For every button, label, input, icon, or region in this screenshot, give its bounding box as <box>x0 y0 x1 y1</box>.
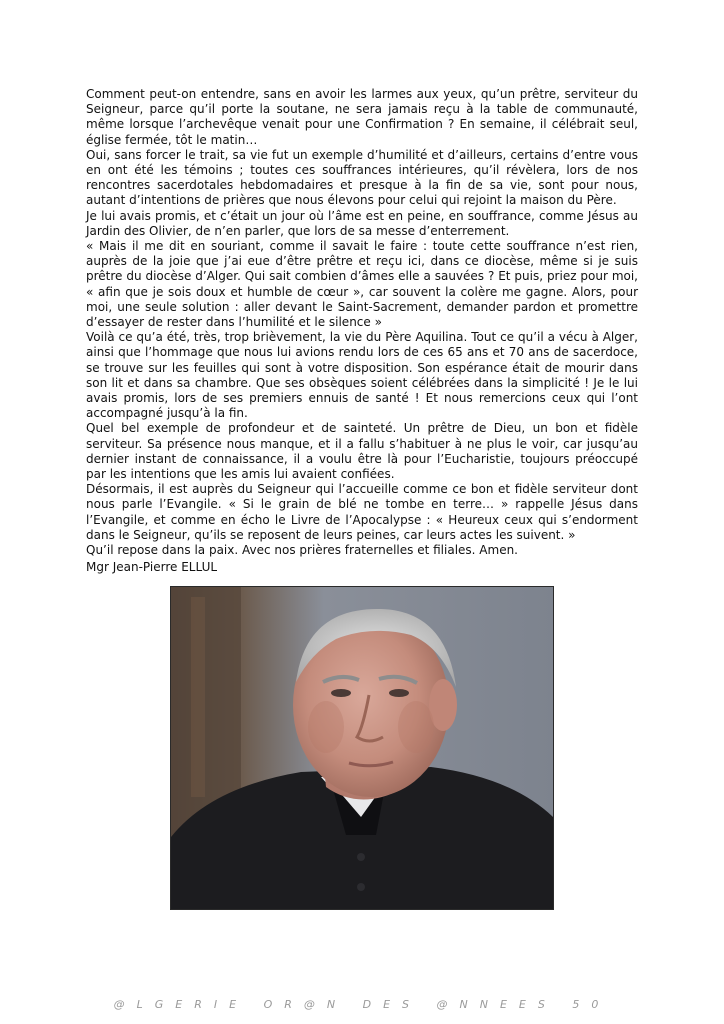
paragraph: Je lui avais promis, et c’était un jour où l’âme est en peine, en souffrance, comme Jésus au Jardin des Olivier, de n’en parler, que lors de sa messe d’enterrement. <box>86 208 638 238</box>
portrait-illustration <box>171 587 553 909</box>
paragraph: Désormais, il est auprès du Seigneur qui l’accueille comme ce bon et fidèle serviteur dont nous parle l’Evangile. « Si le grain de blé ne tombe en terre… » rappelle Jésus dans l’Evangile, et comme en écho le Livre de l’Apocalypse : « Heureux ceux qui s’endorment dans le Seigneur, qu’ils se reposent de leurs peines, car leurs actes les suivent. » <box>86 482 638 542</box>
article-body <box>86 87 638 558</box>
paragraph: Quel bel exemple de profondeur et de sainteté. Un prêtre de Dieu, un bon et fidèle serviteur. Sa présence nous manque, et il a fallu s’habituer à ne plus le voir, car jusqu’au dernier instant de connaissance, il a voulu être là pour l’Eucharistie, toujours préoccupé par les intentions que les amis lui avaient confiées. <box>86 421 638 482</box>
signature: Mgr Jean-Pierre ELLUL <box>86 560 218 574</box>
paragraph: Qu’il repose dans la paix. Avec nos prières fraternelles et filiales. Amen. <box>86 543 518 558</box>
footer-caption: @LGERIE OR@N DES @NNEES 50 <box>113 998 611 1011</box>
paragraph: « Mais il me dit en souriant, comme il savait le faire : toute cette souffrance n’est rien, auprès de la joie que j’ai eue d’être prêtre et reçu ici, dans ce diocèse, même si je suis prêtre du diocèse d’Alger. Qui sait combien d’âmes elle a sauvées ? Et puis, priez pour moi, « afin que je sois doux et humble de cœur », car souvent la colère me gagne. Alors, pour moi, une seule solution : aller devant le Saint-Sacrement, demander pardon et promettre d’essayer de rester dans l’humilité et le silence » <box>86 239 638 330</box>
paragraph: Oui, sans forcer le trait, sa vie fut un exemple d’humilité et d’ailleurs, certains d’entre vous en ont été les témoins ; toutes ces souffrances intérieures, qu’il révèlera, lors de nos rencontres sacerdotales hebdomadaires et presque à la fin de sa vie, sont pour nous, autant d’intentions de prières que nous élevons pour celui qui rejoint la maison du Père. <box>86 147 638 208</box>
paragraph: Comment peut-on entendre, sans en avoir les larmes aux yeux, qu’un prêtre, serviteur du Seigneur, parce qu’il porte la soutane, ne sera jamais reçu à la table de communauté, même lorsque l’archevêque venait pour une Confirmation ? En semaine, il célébrait seul, église fermée, tôt le matin… <box>86 87 638 147</box>
paragraph: Voilà ce qu’a été, très, trop brièvement, la vie du Père Aquilina. Tout ce qu’il a vécu à Alger, ainsi que l’hommage que nous lui avions rendu lors de ces 65 ans et 70 ans de sacerdoce, se trouve sur les feuilles qui sont à votre disposition. Son espérance était de mourir dans son lit et dans sa chambre. Que ses obsèques soient célébrées dans la simplicité ! Je le lui avais promis, lors de ses premiers ennuis de santé ! Et nous remercions ceux qui l’ont accompagné jusqu’à la fin. <box>86 330 638 421</box>
priest-portrait-photo <box>170 586 554 910</box>
